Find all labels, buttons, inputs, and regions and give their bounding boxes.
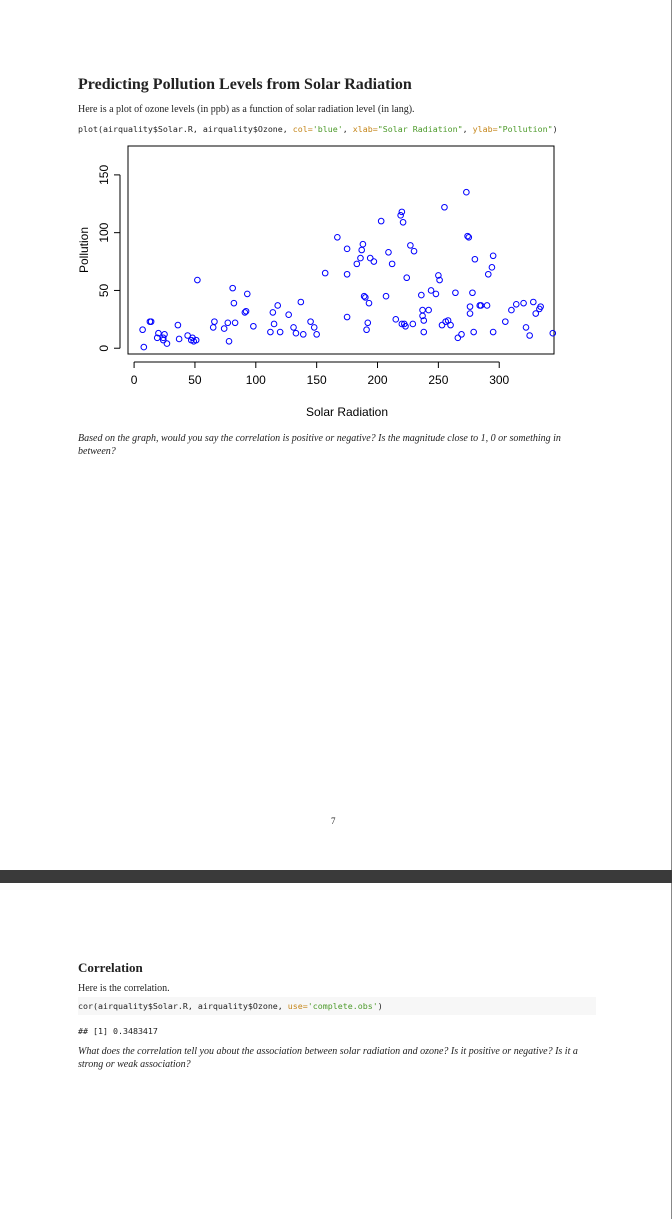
data-point xyxy=(360,241,366,247)
data-point xyxy=(433,291,439,297)
correlation-intro: Here is the correlation. xyxy=(78,983,170,994)
data-point xyxy=(164,341,170,347)
data-point xyxy=(286,312,292,318)
data-point xyxy=(212,319,218,325)
data-point xyxy=(521,300,527,306)
data-point xyxy=(231,300,237,306)
data-point xyxy=(314,332,320,338)
code-sep-1: , xyxy=(342,124,353,134)
data-point xyxy=(298,299,304,305)
data-point xyxy=(426,307,432,313)
data-point xyxy=(221,326,227,332)
data-point xyxy=(523,325,529,331)
data-point xyxy=(466,234,472,240)
data-point xyxy=(410,321,416,327)
plot-frame xyxy=(128,146,554,354)
data-point xyxy=(271,321,277,327)
cor-code-val: 'complete.obs' xyxy=(307,1001,378,1011)
data-point xyxy=(400,219,406,225)
data-point xyxy=(335,234,341,240)
data-point xyxy=(513,302,519,308)
data-point xyxy=(322,270,328,276)
data-point xyxy=(195,277,201,283)
x-tick-label: 300 xyxy=(489,373,510,387)
data-point xyxy=(419,292,425,298)
y-tick-label: 150 xyxy=(97,164,111,185)
data-point xyxy=(442,204,448,210)
plot-code-line xyxy=(78,124,558,134)
x-tick-label: 150 xyxy=(306,373,327,387)
data-point xyxy=(448,322,454,328)
intro-paragraph: Here is a plot of ozone levels (in ppb) as a function of solar radiation level (in lang). xyxy=(78,104,415,115)
data-point xyxy=(550,330,556,336)
data-point xyxy=(484,303,490,309)
data-point xyxy=(453,290,459,296)
page-separator xyxy=(0,870,672,883)
data-point xyxy=(485,271,491,277)
cor-code-prefix: cor(airquality$Solar.R, airquality$Ozone, xyxy=(78,1001,288,1011)
y-axis xyxy=(97,165,120,352)
graph-question: Based on the graph, would you say the correlation is positive or negative? Is the magnitude close to 1, 0 or something in between? xyxy=(78,433,561,457)
data-point xyxy=(162,332,168,338)
page-number: 7 xyxy=(331,816,336,826)
data-point xyxy=(509,307,515,313)
data-point xyxy=(344,271,350,277)
code-sep-2: , xyxy=(462,124,473,134)
x-tick-label: 100 xyxy=(245,373,266,387)
data-point xyxy=(490,253,496,259)
x-axis-label: Solar Radiation xyxy=(305,405,389,419)
data-point xyxy=(531,299,537,305)
data-point xyxy=(459,332,465,338)
data-point xyxy=(371,259,377,265)
data-point xyxy=(175,322,181,328)
data-point xyxy=(398,213,404,219)
data-point xyxy=(467,311,473,317)
data-point xyxy=(354,261,360,267)
data-points xyxy=(140,189,556,349)
cor-code-arg: use= xyxy=(287,1001,308,1011)
data-point xyxy=(210,325,216,331)
x-tick-label: 0 xyxy=(130,373,138,387)
code-prefix: plot(airquality$Solar.R, airquality$Ozone, xyxy=(78,124,293,134)
data-point xyxy=(140,327,146,333)
data-point xyxy=(275,303,281,309)
y-axis-label: Pollution xyxy=(77,226,91,274)
data-point xyxy=(489,265,495,271)
data-point xyxy=(300,332,306,338)
x-tick-label: 200 xyxy=(367,373,388,387)
data-point xyxy=(364,327,370,333)
data-point xyxy=(420,307,426,313)
data-point xyxy=(311,325,317,331)
code-val-col: 'blue' xyxy=(312,124,343,134)
data-point xyxy=(232,320,238,326)
data-point xyxy=(293,330,299,336)
data-point xyxy=(244,291,250,297)
data-point xyxy=(389,261,395,267)
y-tick-label: 0 xyxy=(97,344,111,352)
data-point xyxy=(226,338,232,344)
data-point xyxy=(464,189,470,195)
data-point xyxy=(230,285,236,291)
code-val-ylab: "Pollution" xyxy=(497,124,553,134)
data-point xyxy=(270,310,276,316)
data-point xyxy=(470,290,476,296)
data-point xyxy=(386,250,392,256)
data-point xyxy=(378,218,384,224)
code-output: ## [1] 0.3483417 xyxy=(78,1026,158,1036)
data-point xyxy=(344,314,350,320)
y-tick-label: 100 xyxy=(97,222,111,243)
page-title: Predicting Pollution Levels from Solar Radiation xyxy=(78,76,412,93)
x-tick-label: 250 xyxy=(428,373,449,387)
data-point xyxy=(421,329,427,335)
data-point xyxy=(365,320,371,326)
x-axis xyxy=(131,362,510,387)
data-point xyxy=(366,300,372,306)
data-point xyxy=(471,329,477,335)
data-point xyxy=(408,243,414,249)
data-point xyxy=(225,320,231,326)
data-point xyxy=(277,329,283,335)
x-tick-label: 50 xyxy=(188,373,202,387)
code-arg-ylab: ylab= xyxy=(472,124,498,134)
data-point xyxy=(467,304,473,310)
data-point xyxy=(503,319,509,325)
code-arg-col: col= xyxy=(292,124,313,134)
data-point xyxy=(359,247,365,253)
code-val-xlab: "Solar Radiation" xyxy=(377,124,463,134)
section-heading: Correlation xyxy=(78,960,143,975)
data-point xyxy=(393,317,399,323)
data-point xyxy=(268,329,274,335)
data-point xyxy=(367,255,373,261)
data-point xyxy=(176,336,182,342)
data-point xyxy=(455,335,461,341)
data-point xyxy=(243,308,249,314)
cor-code-suffix: ) xyxy=(377,1001,383,1011)
correlation-question: What does the correlation tell you about the association between solar radiation and ozone? Is it positive or negative? Is it a strong or weak association? xyxy=(78,1046,578,1070)
data-point xyxy=(411,248,417,254)
data-point xyxy=(383,293,389,299)
data-point xyxy=(439,322,445,328)
data-point xyxy=(344,246,350,252)
scatter-plot xyxy=(70,140,570,430)
data-point xyxy=(404,275,410,281)
data-point xyxy=(291,325,297,331)
data-point xyxy=(490,329,496,335)
data-point xyxy=(472,256,478,262)
code-arg-xlab: xlab= xyxy=(352,124,378,134)
data-point xyxy=(358,255,364,261)
y-tick-label: 50 xyxy=(97,283,111,298)
data-point xyxy=(399,209,405,215)
document-page-2 xyxy=(0,883,672,1219)
data-point xyxy=(527,333,533,339)
data-point xyxy=(363,295,369,301)
cor-code-line xyxy=(78,997,596,1015)
data-point xyxy=(308,319,314,325)
code-suffix: ) xyxy=(552,124,558,134)
data-point xyxy=(251,323,257,329)
data-point xyxy=(141,344,147,350)
